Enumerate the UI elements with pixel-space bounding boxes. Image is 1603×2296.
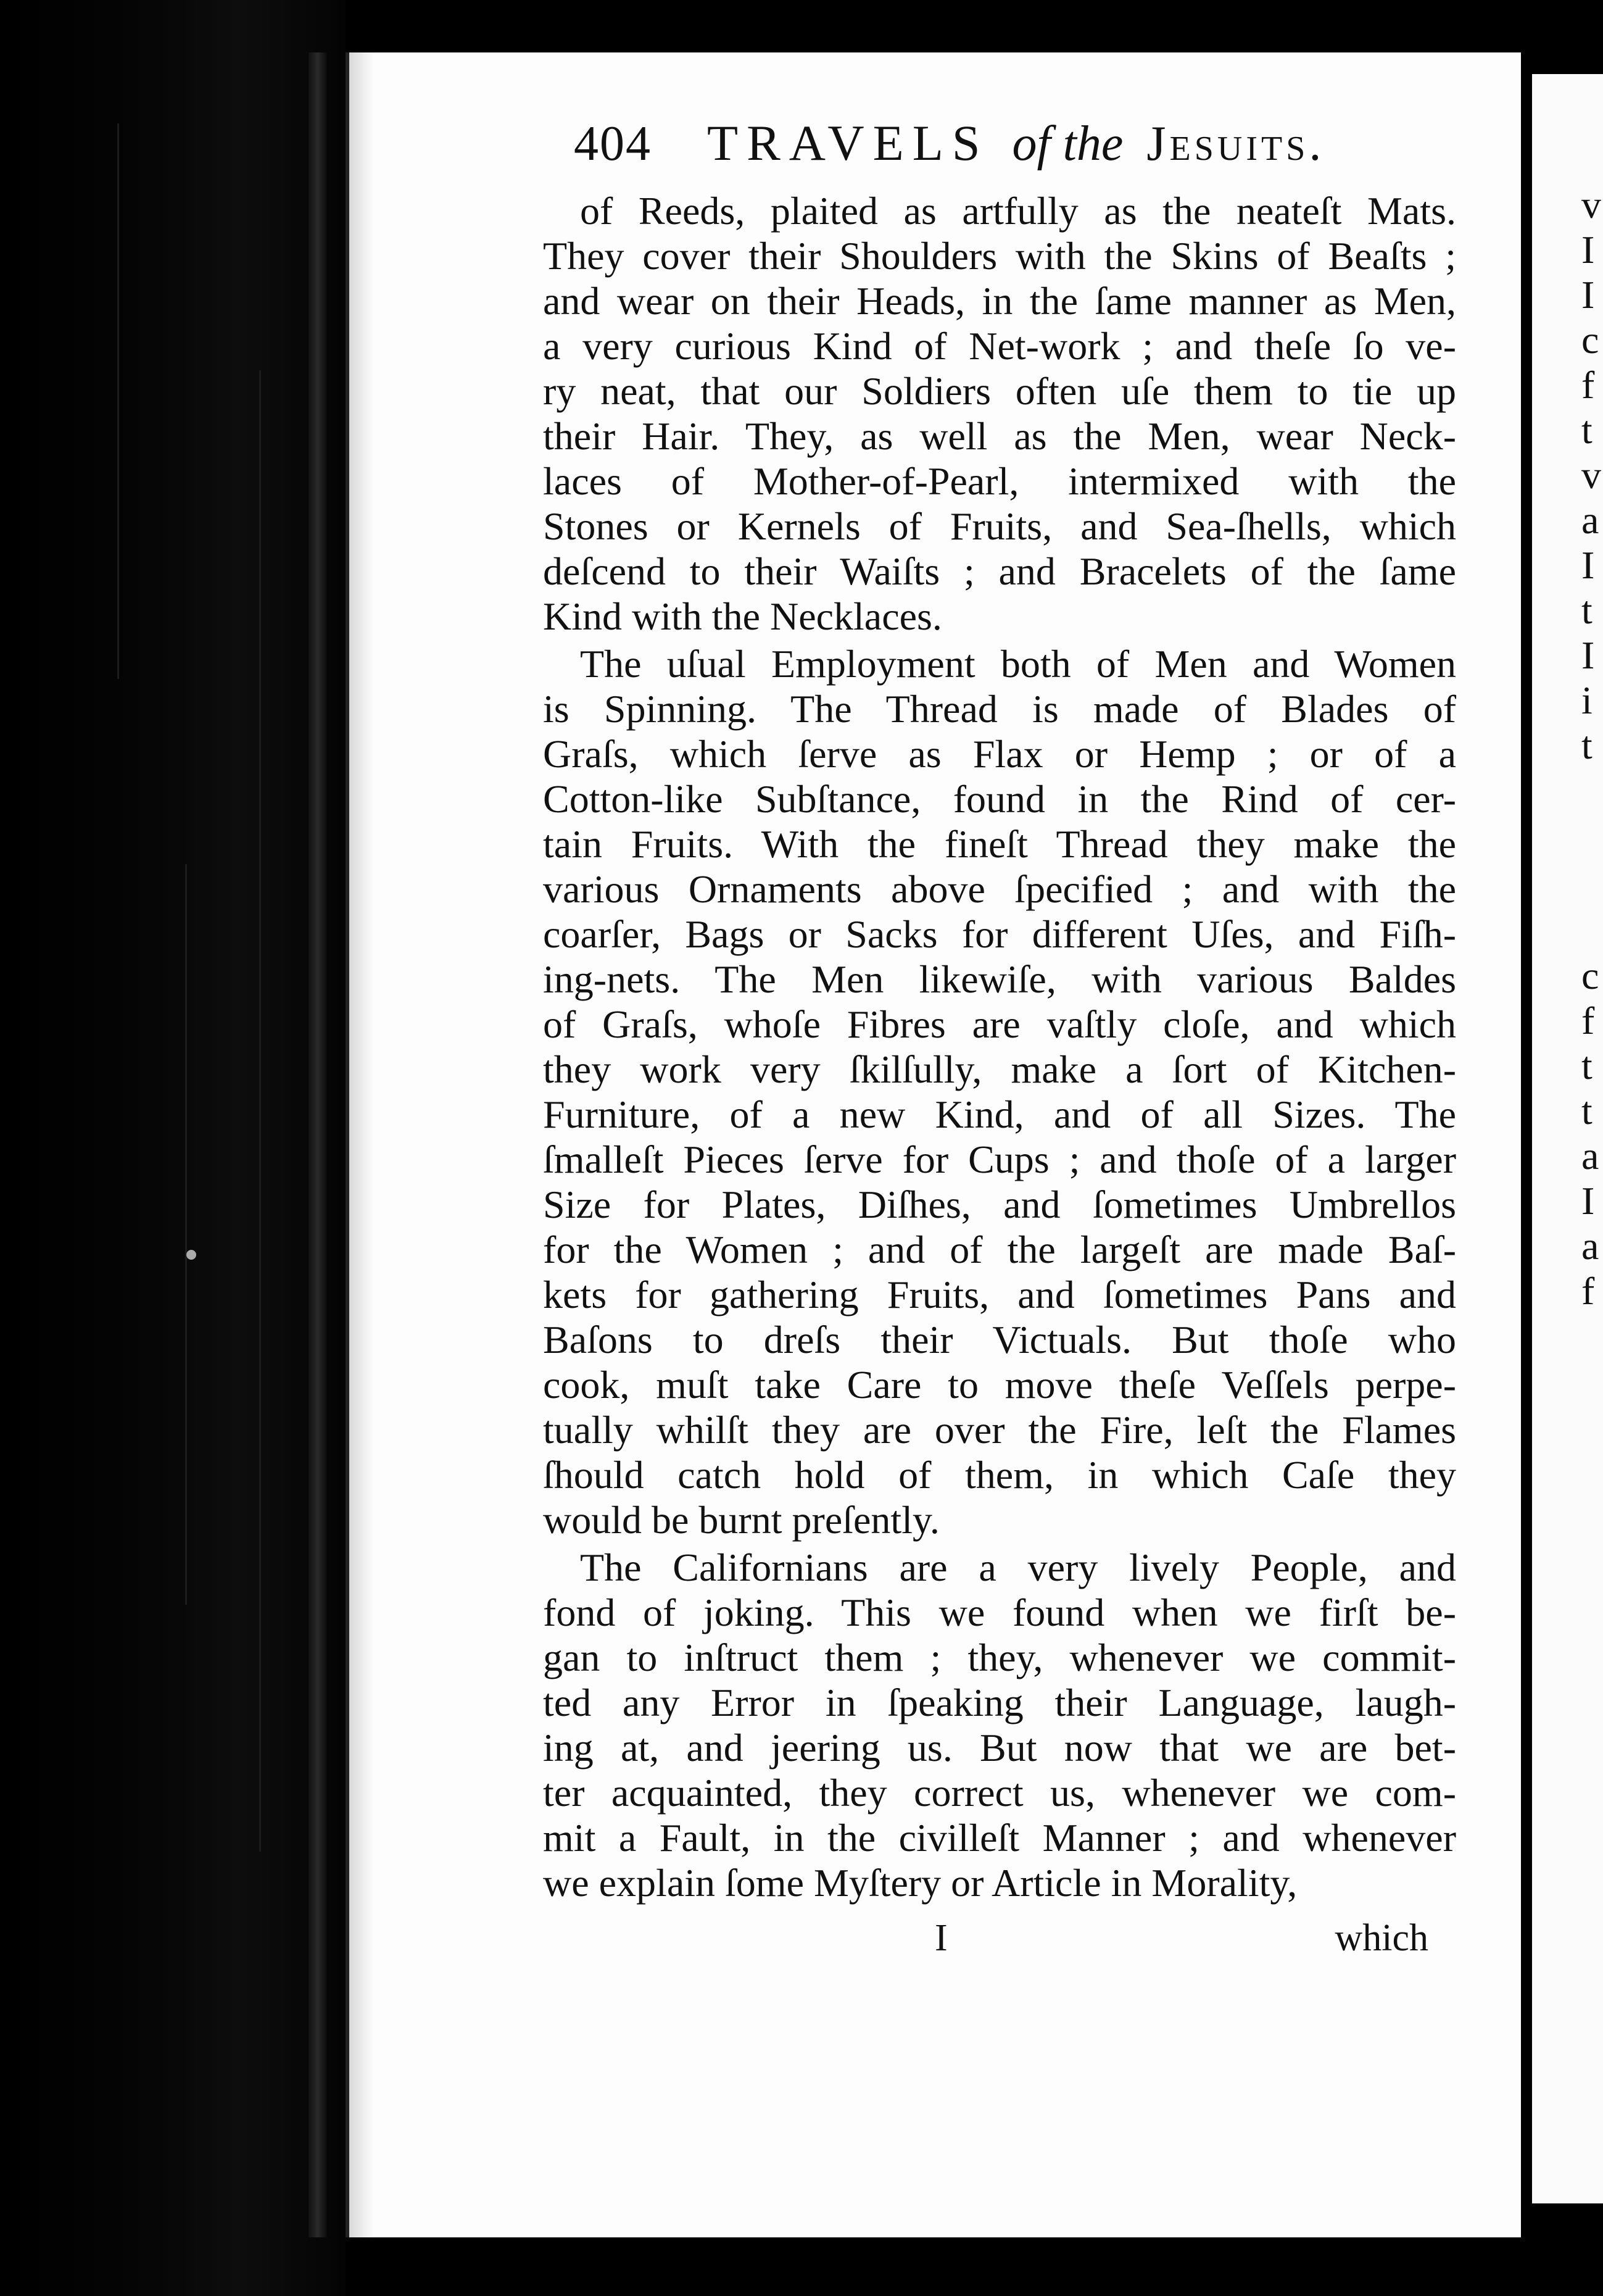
next-page-fragment: I xyxy=(1581,543,1595,587)
text-line: The Californians are a very lively People, and xyxy=(580,1545,1456,1589)
next-page-fragment: t xyxy=(1581,723,1593,767)
text-line: Size for Plates, Diſhes, and ſometimes Umbrellos xyxy=(543,1183,1456,1226)
text-line: of Reeds, plaited as artfully as the neateſt Mats. xyxy=(580,189,1456,233)
scan-blemish xyxy=(186,1250,196,1260)
text-line: for the Women ; and of the largeſt are made Baſ- xyxy=(543,1228,1456,1271)
text-line: ſmalleſt Pieces ſerve for Cups ; and thoſe of a larger xyxy=(543,1138,1456,1181)
next-page-fragment: t xyxy=(1581,1044,1593,1088)
text-line: gan to inſtruct them ; they, whenever we commit- xyxy=(543,1636,1456,1679)
running-head xyxy=(574,114,1468,172)
running-title-of: of the xyxy=(1012,117,1124,171)
text-line: ry neat, that our Soldiers often uſe them to tie up xyxy=(543,369,1456,413)
text-line: Stones or Kernels of Fruits, and Sea-ſhells, which xyxy=(543,504,1456,548)
text-line: ing-nets. The Men likewiſe, with various Baldes xyxy=(543,957,1456,1001)
running-title: TRAVELS xyxy=(707,115,989,171)
next-page-sliver xyxy=(1532,74,1603,2203)
page-number: 404 xyxy=(574,117,652,171)
next-page-fragment: c xyxy=(1581,954,1599,997)
text-line: Cotton-like Subſtance, found in the Rind of cer- xyxy=(543,777,1456,821)
text-line: ted any Error in ſpeaking their Language, laugh- xyxy=(543,1681,1456,1724)
next-page-fragment: f xyxy=(1581,363,1595,407)
text-line: of Graſs, whoſe Fibres are vaſtly cloſe, and which xyxy=(543,1002,1456,1046)
next-page-fragment: a xyxy=(1581,1224,1599,1268)
next-page-fragment: t xyxy=(1581,588,1593,632)
text-line: The uſual Employment both of Men and Women xyxy=(580,642,1456,686)
text-line: deſcend to their Waiſts ; and Bracelets of the ſame xyxy=(543,549,1456,593)
text-line: kets for gathering Fruits, and ſometimes Pans and xyxy=(543,1273,1456,1316)
running-title-jesuits: Jesuits. xyxy=(1146,117,1325,171)
gutter-streak xyxy=(117,123,119,679)
next-page-fragment: v xyxy=(1581,453,1601,497)
next-page-fragment: i xyxy=(1581,678,1593,722)
text-line: is Spinning. The Thread is made of Blades of xyxy=(543,687,1456,731)
text-line: ter acquainted, they correct us, whenever we com- xyxy=(543,1771,1456,1815)
next-page-fragment: c xyxy=(1581,318,1599,362)
text-line: various Ornaments above ſpecified ; and with the xyxy=(543,867,1456,911)
text-line: They cover their Shoulders with the Skins of Beaſts ; xyxy=(543,234,1456,278)
text-line: Graſs, which ſerve as Flax or Hemp ; or of a xyxy=(543,732,1456,776)
next-page-fragment: a xyxy=(1581,498,1599,542)
next-page-fragment: t xyxy=(1581,1089,1593,1133)
text-line: and wear on their Heads, in the ſame manner as Men, xyxy=(543,279,1456,323)
text-line: tain Fruits. With the fineſt Thread they make the xyxy=(543,822,1456,866)
next-page-fragment: I xyxy=(1581,228,1595,272)
text-line: fond of joking. This we found when we firſt be- xyxy=(543,1591,1456,1634)
book-gutter xyxy=(0,0,346,2296)
text-line: tually whilſt they are over the Fire, leſt the Flames xyxy=(543,1408,1456,1452)
text-line: would be burnt preſently. xyxy=(543,1498,940,1542)
gutter-streak xyxy=(259,370,261,1852)
next-page-fragment: t xyxy=(1581,408,1593,452)
page-binding-edge xyxy=(309,52,327,2237)
next-page-fragment: v xyxy=(1581,183,1601,227)
next-page-fragment: I xyxy=(1581,633,1595,677)
catchword: which xyxy=(1335,1917,1428,1959)
next-page-fragment: f xyxy=(1581,1269,1595,1313)
next-page-fragment: f xyxy=(1581,999,1595,1042)
body-text xyxy=(543,188,1456,1905)
next-page-fragment: I xyxy=(1581,1179,1595,1223)
signature-mark: I xyxy=(935,1917,948,1959)
text-line: cook, muſt take Care to move theſe Veſſels perpe- xyxy=(543,1363,1456,1407)
text-line: Baſons to dreſs their Victuals. But thoſe who xyxy=(543,1318,1456,1362)
page-gap xyxy=(1521,0,1532,2296)
text-line: ſhould catch hold of them, in which Caſe they xyxy=(543,1453,1456,1497)
text-line: ing at, and jeering us. But now that we are bet- xyxy=(543,1726,1456,1770)
text-line: we explain ſome Myſtery or Article in Morality, xyxy=(543,1861,1298,1905)
text-line: mit a Fault, in the civilleſt Manner ; and whenever xyxy=(543,1816,1456,1860)
text-line: coarſer, Bags or Sacks for different Uſes, and Fiſh- xyxy=(543,912,1456,956)
text-line: Kind with the Necklaces. xyxy=(543,594,942,638)
text-line: a very curious Kind of Net-work ; and theſe ſo ve- xyxy=(543,324,1456,368)
page-shadow xyxy=(349,52,374,2237)
next-page-fragment: I xyxy=(1581,273,1595,317)
text-line: their Hair. They, as well as the Men, wear Neck- xyxy=(543,414,1456,458)
text-line: Furniture, of a new Kind, and of all Sizes. The xyxy=(543,1092,1456,1136)
gutter-streak xyxy=(185,864,187,1605)
text-line: laces of Mother-of-Pearl, intermixed with the xyxy=(543,459,1456,503)
next-page-fragment: a xyxy=(1581,1134,1599,1178)
text-line: they work very ſkilſully, make a ſort of Kitchen- xyxy=(543,1047,1456,1091)
